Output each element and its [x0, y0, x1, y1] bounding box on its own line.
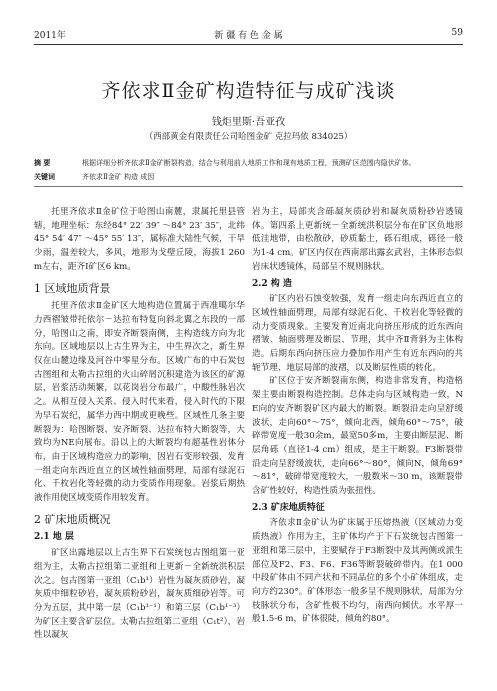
abstract-block — [34, 158, 463, 168]
left-column — [34, 206, 245, 643]
section-2-2-heading: 2.2 构 造 — [252, 278, 292, 289]
section-2-2-paragraph-1: 矿区内岩石蚀变较强，发育一组走向东西近直立的区域性轴面劈理，局部有绿泥石化、千枚岩化等轻微的动力变质现象。主要发育近南北向挤压形成的近东西向褶皱、轴面劈理及断层、节理，其中齐Ⅱ背斜为主体构造。后期东西向挤压应力叠加作用产生有近东西向的共轭节理、地层局部的波褶，以及断层性质的转化。 — [252, 294, 463, 373]
keywords-block — [34, 172, 463, 182]
header-page-number: 59 — [451, 28, 463, 38]
paper-title: 齐依求Ⅱ金矿构造特征与成矿浅谈 — [101, 80, 396, 102]
intro-paragraph: 托里齐依求Ⅱ金矿位于哈图山南麓，隶属托里县管辖，地理坐标：东经84° 22′ 39″ ～84° 23′ 35″，北纬45° 54′ 47″ ～45° 55′ 13″，属标准大陆性气候，干旱少雨，温差较大，多风，地形为戈壁丘陵，海拔1 260 m左右，距齐Ⅰ矿区6 km。 — [34, 207, 245, 272]
section-2-1-paragraph: 矿区出露地层以上古生界下石炭统包古图组第一亚组为主，太勒古拉组第二亚组和上更新－全新统洪积层次之。包古图第一亚组（C₁b¹）岩性为凝灰质砂岩，凝灰质中细粒砂岩，凝灰质粉砂岩，凝灰质细砂岩等。可分为五层，其中第一层（C₁b¹⁻¹）和第三层（C₁b¹⁻³）为矿区主要含矿层位。太勒古拉组第二亚组（C₁t²），岩性以凝灰 — [34, 548, 245, 641]
abstract-rule — [34, 186, 463, 187]
paper-authors: 钱炬里斯·吾亚孜 — [211, 117, 286, 128]
section-2-heading: 2 矿床地质概况 — [34, 512, 111, 526]
abstract-label: 摘 要 — [34, 158, 51, 167]
section-2-3-paragraph: 齐依求Ⅱ金矿认为矿床属于压熔热液（区域动力变质热液）作用为主，主矿体均产于下石炭统包古图第一亚组和第三层中，主要赋存于F3断裂中及其两侧或派生部位及F2、F3、F6、F36等断裂破碎带内。在1 000中段矿体由不同产状和不同品位的多个小矿体组成，走向方约230°。矿体形态一般多呈不规则脉状，局部为分枝脉状分布，含矿性极不均匀，南西向倾伏。水平厚一般1.5-6 m，矿体很陡，倾角约80°。 — [252, 518, 463, 625]
section-1-paragraph: 托里齐依求Ⅱ金矿区大地构造位置属于西准噶尔华力西褶皱带托依尔－达拉布特复向斜北翼之东段的一部分，哈图山之南，即安齐断裂南侧，主构造线方向为北东向。区域地层以上古生界为主，中生界次之，新生界仅在山麓边缘及河谷中零星分布。区域广布的中石炭包古图组和太勒古拉组的火山碎屑沉积建造为该区的矿源层，岩浆活动频繁，以花岗岩分布最广，中酸性脉岩次之。从相互侵入关系、侵入时代来看，侵入时代的下限为早石炭纪，属华力西中期或更晚些。区域性几条主要断裂为：哈图断裂、安齐断裂、达拉布特大断裂等，大致均为NE向展布。沿以上的大断裂均有超基性岩体分布，由于区域构造应力的影响，因岩石变形较强，发育一组走向东西近直立的区域性轴面劈理，局部有绿泥石化、千枚岩化等轻微的动力变质作用现象。岩浆后期热液作用使区域变质作用较发育。 — [34, 301, 245, 504]
header-journal: 新 疆 有 色 金 属 — [214, 31, 283, 41]
section-2-1-heading: 2.1 地 层 — [34, 532, 74, 543]
running-header — [34, 28, 463, 42]
continued-paragraph: 岩为主，局部夹含砾凝灰质砂岩和凝灰质粉砂岩透镜体。第四系上更新统－全新统洪积层分布在矿区负地形低洼地带，由松散砂，砂质黏土，砾石组成，砾径一般为1-4 cm。矿区内仅在西南部出露玄武岩，主体形态似岩床状透镜体，局部呈不规则脉状。 — [252, 207, 463, 272]
section-2-2-paragraph-2: 矿区位于安齐断裂南东侧，构造非常发育，构造格架主要由断裂构造控制。总体走向与区域构造一致，NE向的安齐断裂矿区内最大的断裂。断裂沿走向呈舒缓波状，走向60°～75°，倾向北西，倾角60°～75°，破碎带宽度一般30余m，最宽50多m，主要由断层泥、断层角砾（直径1-4 cm）组成，是主干断裂。F3断裂带沿走向呈舒缓波状，走向66°～80°，倾向N，倾角69°～81°，破碎带宽度较大，一般数米～30 m，该断裂带含矿性较好，构造性质为张扭性。 — [252, 376, 463, 497]
section-2-3-heading: 2.3 矿床地质特征 — [252, 502, 325, 513]
section-1-heading: 1 区域地质背景 — [34, 281, 111, 295]
keywords-label: 关键词 — [34, 172, 55, 181]
header-year: 2011年 — [34, 31, 66, 41]
right-column — [252, 206, 463, 627]
header-rule — [34, 44, 463, 45]
keywords-text: 齐依求Ⅱ金矿 构造 成因 — [82, 173, 155, 181]
abstract-text: 根据详细分析齐依求Ⅱ金矿断裂构造，结合与利用前人地质工作和现有地质工程，预测矿区范围内隐伏矿体。 — [82, 159, 416, 167]
paper-affiliation: （西部黄金有限责任公司哈图金矿 克拉玛依 834025） — [144, 132, 353, 142]
